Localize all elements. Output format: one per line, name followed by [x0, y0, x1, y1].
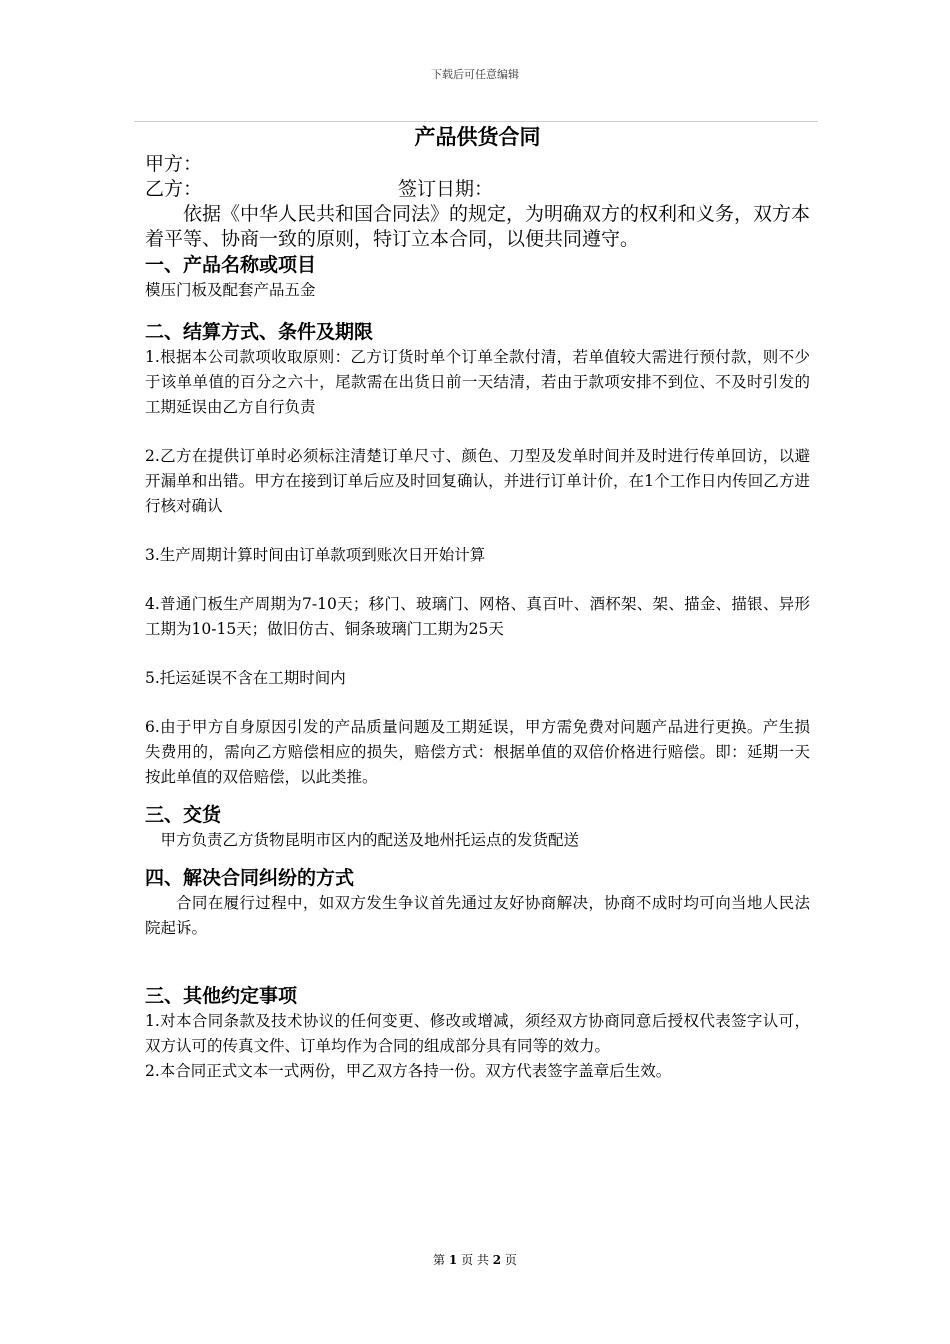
- section-1-body: 模压门板及配套产品五金: [145, 281, 316, 299]
- section-2-item: 3.生产周期计算时间由订单款项到账次日开始计算: [145, 546, 486, 564]
- page-footer: [0, 1251, 950, 1268]
- footer-total-pages: 2: [492, 1253, 502, 1267]
- page-header: 下载后可任意编辑: [431, 68, 519, 81]
- party-b-label: 乙方：: [145, 178, 203, 200]
- party-b-line: [145, 177, 810, 202]
- sign-date-label: 签订日期：: [398, 178, 494, 200]
- section-3-heading: 三、交货: [145, 804, 222, 826]
- footer-suffix: 页: [504, 1253, 517, 1267]
- section-4-body: 合同在履行过程中，如双方发生争议首先通过友好协商解决，协商不成时均可向当地人民法院起诉。: [145, 894, 810, 937]
- document-title: 产品供货合同: [414, 124, 541, 149]
- party-a-label: 甲方：: [145, 153, 203, 175]
- section-5-item: 1.对本合同条款及技术协议的任何变更、修改或增减，须经双方协商同意后授权代表签字认可，双方认可的传真文件、订单均作为合同的组成部分具有同等的效力。: [145, 1012, 810, 1055]
- section-1-heading: 一、产品名称或项目: [145, 254, 317, 276]
- section-4-heading: 四、解决合同纠纷的方式: [145, 867, 355, 889]
- party-a-line: [145, 152, 810, 177]
- section-2-item: 5.托运延误不含在工期时间内: [145, 669, 346, 687]
- document-body: [145, 122, 810, 1084]
- section-5-item: 2.本合同正式文本一式两份，甲乙双方各持一份。双方代表签字盖章后生效。: [145, 1062, 672, 1080]
- section-2-item: 4.普通门板生产周期为7-10天；移门、玻璃门、网格、真百叶、酒杯架、架、描金、描银、异形工期为10-15天；做旧仿古、铜条玻璃门工期为25天: [145, 595, 810, 638]
- section-2-heading: 二、结算方式、条件及期限: [145, 321, 374, 343]
- section-2-item: 1.根据本公司款项收取原则：乙方订货时单个订单全款付清，若单值较大需进行预付款，则不少于该单单值的百分之六十，尾款需在出货日前一天结清，若由于款项安排不到位、不及时引发的工期延误由乙方自行负责: [145, 348, 810, 416]
- section-2-item: 2.乙方在提供订单时必须标注清楚订单尺寸、颜色、刀型及发单时间并及时进行传单回访，以避开漏单和出错。甲方在接到订单后应及时回复确认，并进行订单计价，在1个工作日内传回乙方进行核对确认: [145, 447, 810, 515]
- section-3-body: 甲方负责乙方货物昆明市区内的配送及地州托运点的发货配送: [160, 831, 580, 849]
- intro-paragraph: 依据《中华人民共和国合同法》的规定，为明确双方的权利和义务，双方本着平等、协商一致的原则，特订立本合同，以便共同遵守。: [145, 203, 811, 250]
- section-5-heading: 三、其他约定事项: [145, 985, 298, 1007]
- footer-prefix: 第: [433, 1253, 446, 1267]
- footer-current-page: 1: [448, 1253, 458, 1267]
- footer-middle: 页 共: [461, 1253, 489, 1267]
- section-2-item: 6.由于甲方自身原因引发的产品质量问题及工期延误，甲方需免费对问题产品进行更换。产生损失费用的，需向乙方赔偿相应的损失，赔偿方式：根据单值的双倍价格进行赔偿。即：延期一天按此单值的双倍赔偿，以此类推。: [145, 718, 810, 786]
